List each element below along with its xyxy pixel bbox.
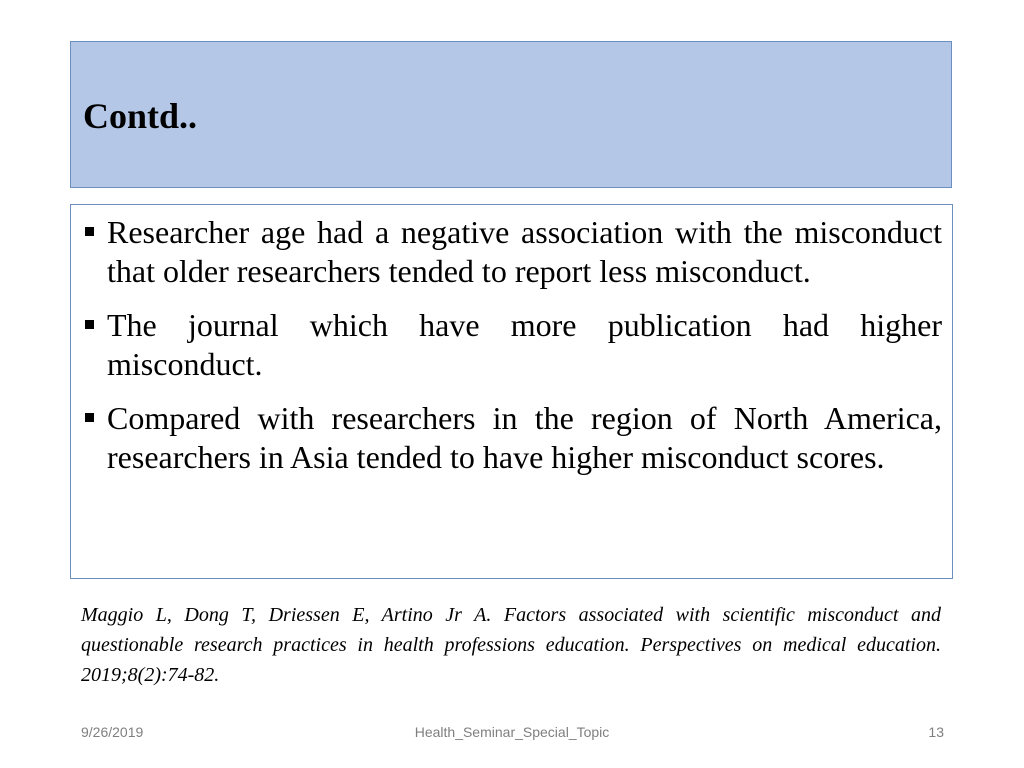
bullet-text: Compared with researchers in the region of North America, researchers in Asia tended to have higher misconduct scores. [107,400,942,475]
square-bullet-icon [85,320,94,329]
footer-title: Health_Seminar_Special_Topic [414,724,610,740]
page-number: 13 [928,724,944,740]
content-box [70,204,953,579]
bullet-text: Researcher age had a negative association with the misconduct that older researchers tended to report less misconduct. [107,214,942,289]
title-box [70,41,952,188]
footer-date: 9/26/2019 [81,724,144,740]
bullet-list [83,213,942,477]
slide-title: Contd.. [83,96,198,136]
square-bullet-icon [85,227,94,236]
bullet-item [83,306,942,384]
reference-citation: Maggio L, Dong T, Driessen E, Artino Jr A. Factors associated with scientific misconduct and questionable research practices in health professions education. Perspectives on medical education. 2019;8(2):74-82. [81,604,941,686]
bullet-item [83,399,942,477]
bullet-item [83,213,942,291]
bullet-text: The journal which have more publication had higher misconduct. [107,307,942,382]
square-bullet-icon [85,413,94,422]
